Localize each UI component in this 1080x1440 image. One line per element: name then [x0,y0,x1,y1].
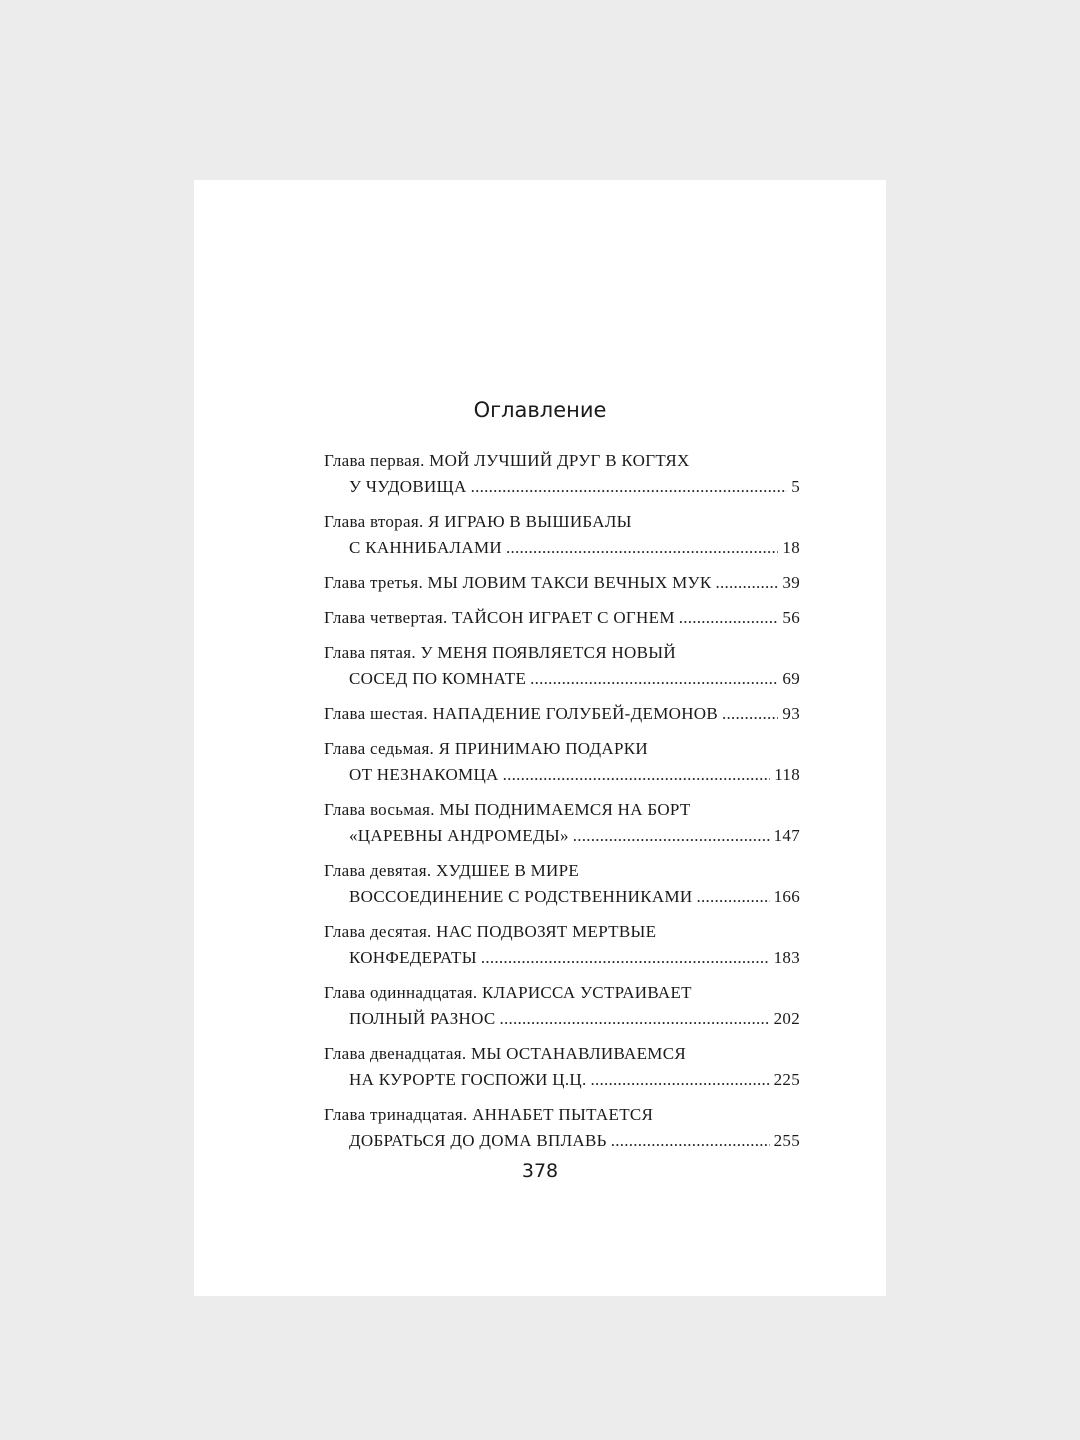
dot-leader [471,474,788,500]
chapter-title-continuation: НА КУРОРТЕ ГОСПОЖИ Ц.Ц. [349,1070,587,1089]
chapter-title-continuation: СОСЕД ПО КОМНАТЕ [349,669,527,688]
toc-title: Оглавление [473,398,607,422]
chapter-title-continuation: ДОБРАТЬСЯ ДО ДОМА ВПЛАВЬ [349,1131,607,1150]
dot-leader [503,762,771,788]
chapter-page-number: 93 [782,704,800,723]
toc-entry-10 [324,919,800,971]
dot-leader [611,1128,770,1154]
toc-entry-11 [324,980,800,1032]
chapter-title-continuation: С КАННИБАЛАМИ [349,538,502,557]
dot-leader [481,945,770,971]
dot-leader [679,605,779,631]
chapter-title-line: Глава двенадцатая. МЫ ОСТАНАВЛИВАЕМСЯ [324,1044,686,1063]
toc-entry-9 [324,858,800,910]
chapter-page-number: 202 [773,1009,800,1028]
chapter-page-number: 225 [773,1070,800,1089]
chapter-title-continuation: ОТ НЕЗНАКОМЦА [349,765,499,784]
toc-entry-5 [324,640,800,692]
chapter-page-number: 183 [773,948,800,967]
chapter-title-line: Глава первая. МОЙ ЛУЧШИЙ ДРУГ В КОГТЯХ [324,451,690,470]
chapter-title-line: Глава седьмая. Я ПРИНИМАЮ ПОДАРКИ [324,739,648,758]
chapter-page-number: 147 [773,826,800,845]
chapter-title-line: Глава пятая. У МЕНЯ ПОЯВЛЯЕТСЯ НОВЫЙ [324,643,676,662]
chapter-title-line: Глава десятая. НАС ПОДВОЗЯТ МЕРТВЫЕ [324,922,657,941]
chapter-page-number: 255 [773,1131,800,1150]
toc-entry-6 [324,701,800,727]
toc-entry-1 [324,448,800,500]
chapter-page-number: 56 [782,608,800,627]
chapter-title-continuation: «ЦАРЕВНЫ АНДРОМЕДЫ» [349,826,569,845]
chapter-title-line: Глава шестая. НАПАДЕНИЕ ГОЛУБЕЙ-ДЕМОНОВ [324,704,719,723]
dot-leader [506,535,778,561]
chapter-title-line: Глава одиннадцатая. КЛАРИССА УСТРАИВАЕТ [324,983,692,1002]
chapter-page-number: 5 [791,477,800,496]
chapter-title-continuation: ПОЛНЫЙ РАЗНОС [349,1009,496,1028]
toc-entry-8 [324,797,800,849]
book-page [194,180,886,1296]
toc-entry-3 [324,570,800,596]
dot-leader [722,701,778,727]
chapter-title-continuation: КОНФЕДЕРАТЫ [349,948,477,967]
chapter-title-line: Глава третья. МЫ ЛОВИМ ТАКСИ ВЕЧНЫХ МУК [324,573,712,592]
chapter-page-number: 18 [782,538,800,557]
chapter-title-line: Глава восьмая. МЫ ПОДНИМАЕМСЯ НА БОРТ [324,800,691,819]
toc-entry-7 [324,736,800,788]
toc-entry-2 [324,509,800,561]
dot-leader [591,1067,770,1093]
dot-leader [696,884,769,910]
chapter-title-line: Глава девятая. ХУДШЕЕ В МИРЕ [324,861,580,880]
table-of-contents [324,448,800,1163]
toc-entry-4 [324,605,800,631]
chapter-title-line: Глава тринадцатая. АННАБЕТ ПЫТАЕТСЯ [324,1105,654,1124]
chapter-title-continuation: ВОССОЕДИНЕНИЕ С РОДСТВЕННИКАМИ [349,887,693,906]
chapter-title-line: Глава вторая. Я ИГРАЮ В ВЫШИБАЛЫ [324,512,632,531]
toc-entry-12 [324,1041,800,1093]
chapter-title-line: Глава четвертая. ТАЙСОН ИГРАЕТ С ОГНЕМ [324,608,675,627]
chapter-page-number: 118 [774,765,800,784]
chapter-page-number: 166 [773,887,800,906]
page-number: 378 [521,1160,559,1182]
dot-leader [716,570,779,596]
toc-entry-13 [324,1102,800,1154]
chapter-page-number: 39 [782,573,800,592]
dot-leader [530,666,778,692]
chapter-page-number: 69 [782,669,800,688]
dot-leader [500,1006,770,1032]
chapter-title-continuation: У ЧУДОВИЩА [349,477,467,496]
dot-leader [573,823,770,849]
